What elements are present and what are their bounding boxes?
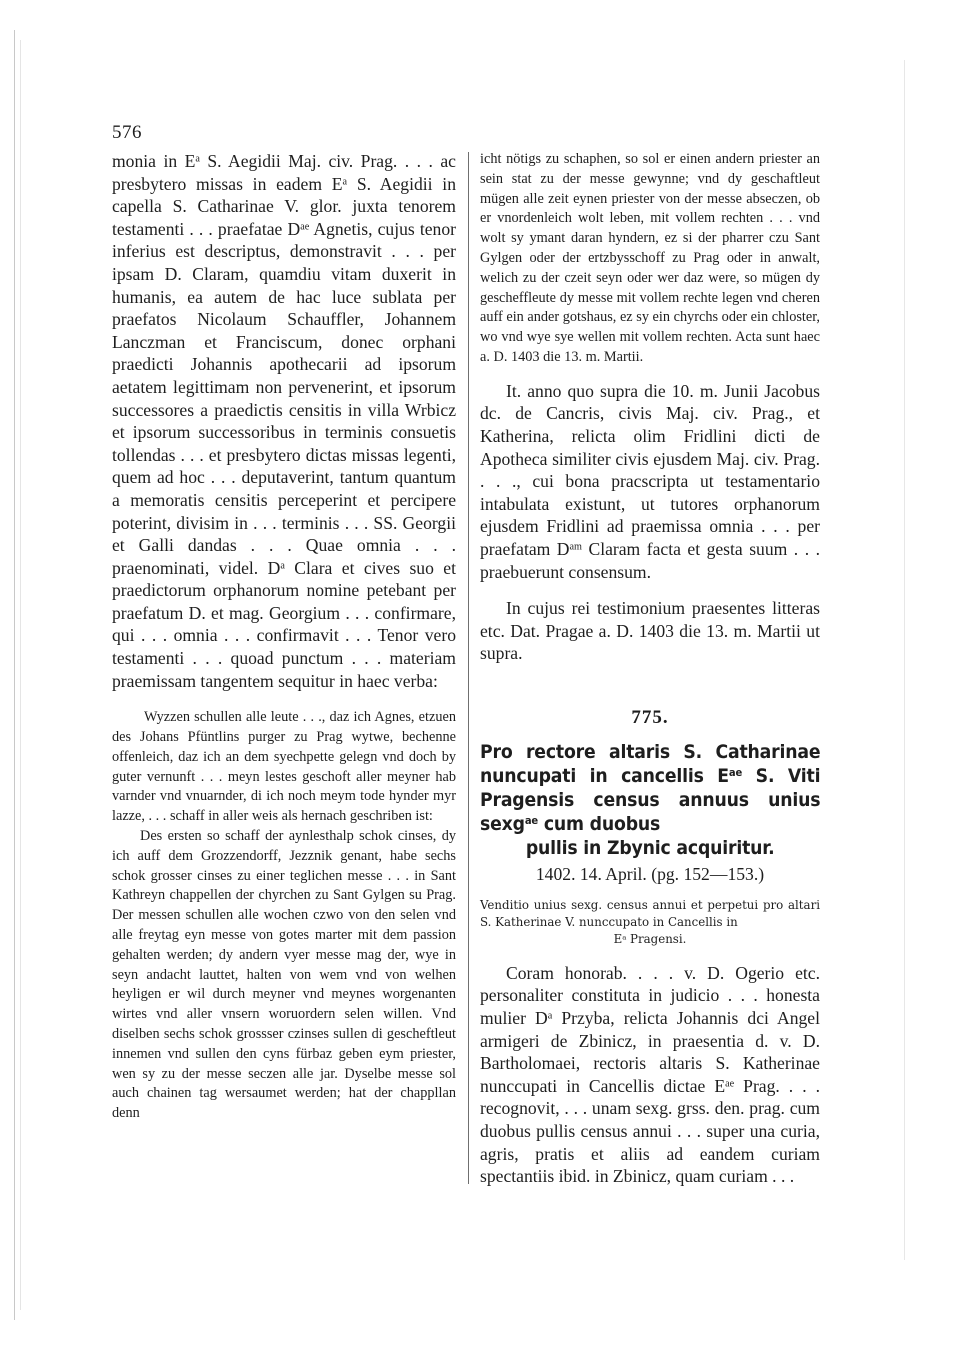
- superscript-abbrev: a: [547, 1010, 553, 1022]
- latin-entry: [480, 380, 820, 583]
- superscript-abbrev: a: [280, 560, 285, 572]
- latin-entry: [480, 597, 820, 665]
- document-title-last-line: pullis in Zbynic acquiritur.: [525, 837, 775, 859]
- page-number: 576: [112, 122, 142, 143]
- superscript-abbrev: a: [195, 153, 200, 165]
- superscript-abbrev: am: [569, 541, 582, 553]
- document-body: [480, 962, 820, 1188]
- document-date: 1402. 14. April. (pg. 152—153.): [535, 863, 765, 884]
- latin-paragraph: It. anno quo supra die 10. m. Junii Jacobus dc. de Cancris, civis Maj. civ. Prag., et Katherina, relicta olim Fridlini dicti de Apotheca similiter civis ejusdem Maj. civ. Prag. . . ., cui bona pracscripta ut testamentario intabulata existunt, ut tutores orphanorum ejusdem Fridlini ad praemissa omnia . . . per praefatam $D^{am}$ Claram facta et gesta suum . . . praebuerunt consensum.: [480, 380, 820, 582]
- scan-edge-line: [20, 40, 21, 1310]
- left-column: [112, 150, 456, 1124]
- superscript-abbrev: ae: [728, 765, 743, 779]
- superscript-abbrev: a: [622, 933, 627, 942]
- document-summary-last-line: $E^a$ Pragensi.: [613, 931, 687, 946]
- document-title-text: Pro rectore altaris S. Catharinae nuncupati in cancellis $E^{ae}$ S. Viti Pragensis census annuus unius sexg$^{ae}$ cum duobus: [480, 741, 821, 835]
- latin-paragraph: In cujus rei testimonium praesentes litteras etc. Dat. Pragae a. D. 1403 die 13. m. Martii ut supra.: [480, 598, 820, 664]
- german-paragraph: icht nötigs zu schaphen, so sol er einen andern priester an sein stat zu der messe gewynne; vnd dy geschaftleut mügen alle zeit eynen priester von der messe abseczen, ob er vnordenleich wolt leben, mit vollem rechten . . . vnd wolt sy ymant daran hyndern, ez si der pharrer czu Sant Gylgen oder der ertzbysschoff zu Prag oder in anwalt, welich zu der czeit seyn oder wer daz were, so mügen dy gescheffleute dy messe mit vollem rechte legen vnd cheren auff ein ander gotshaus, ez sy ein chyrchs oder ein chloster, wo vnd wye sye wellen mit vollem rechten. Acta sunt haec a. D. 1403 die 13. m. Martii.: [480, 151, 820, 365]
- german-testament-text: [112, 708, 456, 1124]
- superscript-abbrev: ae: [524, 813, 538, 827]
- german-paragraph: Wyzzen schullen alle leute . . ., daz ich Agnes, etzuen des Johans Pfüntlins purger zu Prag wytwe, bechenne offenleich, daz ich an dem syechpette gelegn vnd doch by guter vernunft . . . meyn lestes geschoft aller meyner hab varnder vnd vnuarnder, di ich noch meym tode hynder myr lazze, . . . schaff in aller weis als hernach geschriben ist:: [112, 709, 456, 825]
- superscript-abbrev: ae: [300, 221, 310, 233]
- latin-paragraph: monia in $E^a$ S. Aegidii Maj. civ. Prag. . . . ac presbytero missas in eadem $E^a$ S. Aegidii in capella S. Catharinae V. glor. juxta tenorem testamenti . . . praefatae $D^{ae}$ Agnetis, cujus tenor inferius est descriptus, demonstravit . . . per ipsam D. Claram, quamdiu vitam duxerit in humanis, ea autem de hac luce sublata per praefatos Nicolaum Schauffler, Johannem Lanczman et Franciscum, donec orphani praedicti Johannis apothecarii ad ipsorum aetatem legittimam non pervenerint, et ipsorum successores a praedictis censitis in villa Wrbicz et ipsorum successoribus in terminis consuetis tollendas . . . et presbytero dictas missas legenti, quem ad hoc . . . deputaverint, tantum quantum a memoratis censitis perceperint et percipere poterint, divisim in . . . terminis . . . SS. Georgii et Galli dandas . . . Quae omnia . . . praenominati, videl. $D^a$ Clara et cives suo et praedictorum orphanorum nomine petebant per praefatum D. et mag. Georgium . . . confirmare, qui . . . omnia . . . confirmavit . . . Tenor vero testamenti . . . quoad punctum . . . materiam praemissam tangentem sequitur in haec verba:: [112, 151, 456, 691]
- scan-edge-line: [14, 30, 15, 1320]
- document-summary: [480, 897, 820, 948]
- document-summary-text: Venditio unius sexg. census annui et perpetui pro altari S. Katherinae V. nunccupato in Cancellis in: [480, 897, 820, 929]
- superscript-abbrev: ae: [725, 1078, 735, 1090]
- german-paragraph: Des ersten so schaff der aynlesthalp schok cinses, dy ich auff dem Grozzendorff, Jezznik genant, habe sechs schok grosser cinses zu einer teglichen messe . . . in Sant Kathreyn chappellen der chyrchen zu Sant Gylgen su Prag. Der messen schullen alle wochen czwo von den selen vnd alle freytag eyn messe von gotes marter mit dem passion gehalten werden; dy andern vyer messe mag der, wye in seyn andacht lauttet, halten von wem vnd von welhen heyligen er wil durch meyner vnd meynes worgenanten wirtes vnd aller vnsern woruordern selen willen. Vnd diselben sechs schok grossser czinses sullen di gescheftleut innemen vnd sullen den cyns fürbaz geben eym priester, wen sy zu der messe seczen alle jar. Dyselbe messe sol auch chainen tag wersaumet werden; hat der chappllan denn: [112, 828, 456, 1122]
- scan-edge-line: [904, 60, 905, 1260]
- right-column: [480, 150, 820, 1188]
- superscript-abbrev: a: [342, 175, 348, 187]
- german-testament-continuation: [480, 150, 820, 368]
- latin-paragraph: Coram honorab. . . . v. D. Ogerio etc. personaliter constituta in judicio . . . honesta mulier $D^a$ Przyba, relicta Johannis dci Angel armigeri de Zbinicz, in praesentia d. v. D. Bartholomaei, rectoris altaris S. Katherinae nunccupati in Cancellis dictae $E^{ae}$ Prag. . . . recognovit, . . . unam sexg. grss. den. prag. cum duobus pullis census annui . . . super una curia, agris, pratis et aliis ad eandem curiam spectantiis ibid. in Zbinicz, quam curiam . . .: [480, 962, 821, 1187]
- column-divider: [468, 152, 469, 1184]
- document-number: 775.: [631, 706, 669, 728]
- latin-text-block: [112, 150, 456, 692]
- document-title: [480, 741, 820, 861]
